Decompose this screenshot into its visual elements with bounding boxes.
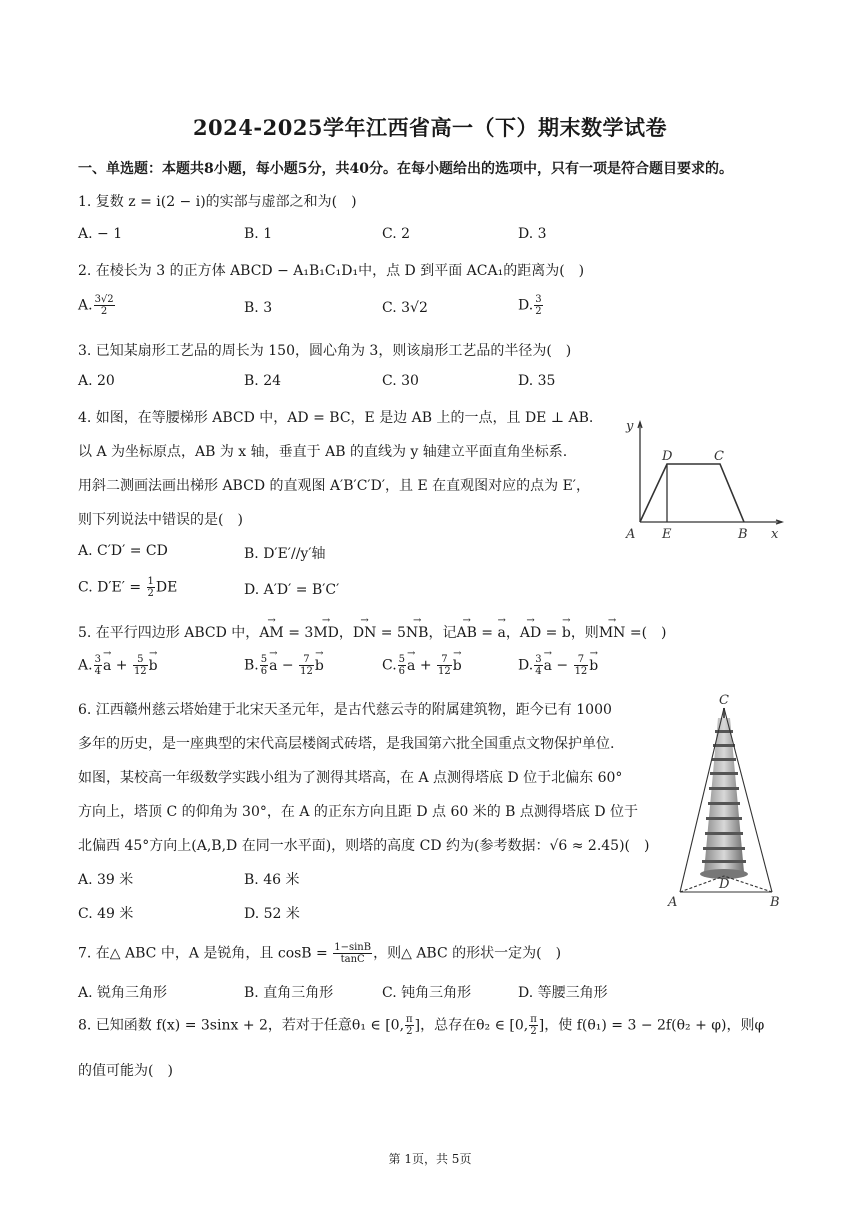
- question-2-option-d: D. $\frac{3}{2}$: [518, 294, 542, 317]
- label-c: C: [714, 449, 724, 464]
- pagoda-figure: [664, 692, 784, 910]
- question-6-option-d: D. 52 米: [244, 906, 300, 922]
- question-6-line-3: 如图，某校高一年级数学实践小组为了测得其塔高，在 A 点测得塔底 D 位于北偏东 60°: [78, 770, 623, 786]
- question-7-option-d: D. 等腰三角形: [518, 985, 608, 1001]
- question-5-option-b: B. $\frac{5}{6}$ → a − $\frac{7}{12}$ → b: [244, 654, 324, 677]
- label-b: B: [738, 527, 748, 542]
- question-2-option-b: B. 3: [244, 300, 273, 316]
- question-6-option-a: A. 39 米: [78, 872, 134, 888]
- question-6-line-2: 多年的历史，是一座典型的宋代高层楼阁式砖塔，是我国第六批全国重点文物保护单位.: [78, 736, 615, 752]
- section-heading: 一、单选题：本题共8小题，每小题5分，共40分。在每小题给出的选项中，只有一项是符合题目要求的。: [78, 161, 733, 177]
- question-1-option-b: B. 1: [244, 226, 273, 242]
- question-1-option-d: D. 3: [518, 226, 547, 242]
- trapezoid-outline: [640, 464, 744, 522]
- question-6-line-1: 6. 江西赣州慈云塔始建于北宋天圣元年，是古代慈云寺的附属建筑物，距今已有 1000: [78, 702, 612, 718]
- question-3-option-a: A. 20: [78, 373, 115, 389]
- question-4-line-3: 用斜二测画法画出梯形 ABCD 的直观图 A′B′C′D′，且 E 在直观图对应的点为 E′，: [78, 478, 590, 494]
- question-4-line-4: 则下列说法中错误的是( ): [78, 512, 243, 528]
- question-3-stem: 3. 已知某扇形工艺品的周长为 150，圆心角为 3，则该扇形工艺品的半径为( ): [78, 343, 572, 359]
- question-5-stem: 5. 在平行四边形 ABCD 中，→ AM = 3→ MD，→ DN = 5→ NB，记→ AB = → a，→ AD = → b，则→ MN =( ): [78, 622, 667, 642]
- label-b: B: [770, 895, 780, 910]
- question-8-line-1: 8. 已知函数 f(x) = 3sinx + 2，若对于任意θ₁ ∈ [0, $\frac{\pi}{2}$ ]，总存在θ₂ ∈ [0, $\frac{\pi}{2}$ ]，使 f(θ₁) = 3 − 2f(θ₂ + φ)，则φ: [78, 1014, 765, 1037]
- trapezoid-figure: [612, 414, 787, 544]
- question-6-line-5: 北偏西 45°方向上(A,B,D 在同一水平面)，则塔的高度 CD 约为(参考数据：√6 ≈ 2.45)( ): [78, 838, 650, 854]
- question-3-option-b: B. 24: [244, 373, 282, 389]
- question-6-option-c: C. 49 米: [78, 906, 134, 922]
- question-6-line-4: 方向上，塔顶 C 的仰角为 30°，在 A 的正东方向且距 D 点 60 米的 B 点测得塔底 D 位于: [78, 804, 639, 820]
- question-4-line-2: 以 A 为坐标原点，AB 为 x 轴，垂直于 AB 的直线为 y 轴建立平面直角坐标系.: [78, 444, 568, 460]
- label-d: D: [662, 449, 673, 464]
- question-5-option-c: C. $\frac{5}{6}$ → a + $\frac{7}{12}$ → b: [382, 654, 462, 677]
- question-7-option-b: B. 直角三角形: [244, 985, 334, 1001]
- label-c: C: [719, 693, 729, 708]
- question-4-option-a: A. C′D′ = CD: [78, 543, 168, 559]
- question-1-option-c: C. 2: [382, 226, 411, 242]
- question-2-stem: 2. 在棱长为 3 的正方体 ABCD − A₁B₁C₁D₁中，点 D 到平面 ACA₁的距离为( ): [78, 263, 585, 279]
- question-2-option-c: C. 3√2: [382, 300, 428, 316]
- question-7-stem: 7. 在△ ABC 中，A 是锐角，且 cosB = $\frac{1-\sin B}{\tan C}$ ，则△ ABC 的形状一定为( ): [78, 942, 562, 965]
- question-5-option-a: A. $\frac{3}{4}$ → a + $\frac{5}{12}$ → b: [78, 654, 158, 677]
- label-a: A: [626, 527, 636, 542]
- question-6-option-b: B. 46 米: [244, 872, 300, 888]
- label-d: D: [719, 877, 730, 892]
- question-1-option-a: A. − 1: [78, 226, 123, 242]
- label-x: x: [771, 527, 779, 542]
- question-4-option-b: B. D′E′//y′轴: [244, 546, 326, 562]
- question-4-option-d: D. A′D′ = B′C′: [244, 582, 340, 598]
- label-e: E: [662, 527, 672, 542]
- pagoda-image: [700, 708, 748, 879]
- question-1-stem: 1. 复数 z = i(2 − i)的实部与虚部之和为( ): [78, 194, 357, 210]
- question-4-line-1: 4. 如图，在等腰梯形 ABCD 中，AD = BC，E 是边 AB 上的一点，且 DE ⊥ AB.: [78, 410, 594, 426]
- question-7-option-a: A. 锐角三角形: [78, 985, 168, 1001]
- question-5-option-d: D. $\frac{3}{4}$ → a − $\frac{7}{12}$ → b: [518, 654, 598, 677]
- question-3-option-c: C. 30: [382, 373, 419, 389]
- question-7-option-c: C. 钝角三角形: [382, 985, 472, 1001]
- page-title: 2024-2025学年江西省高一（下）期末数学试卷: [192, 115, 668, 140]
- label-a: A: [668, 895, 678, 910]
- question-4-option-c: C. D′E′ = $\frac{1}{2}$ DE: [78, 576, 178, 599]
- label-y: y: [626, 419, 634, 434]
- question-2-option-a: A. $\frac{3√2}{2}$: [78, 294, 114, 317]
- question-3-option-d: D. 35: [518, 373, 556, 389]
- question-8-line-2: 的值可能为( ): [78, 1063, 173, 1079]
- page-footer: 第 1页，共 5页: [388, 1152, 472, 1166]
